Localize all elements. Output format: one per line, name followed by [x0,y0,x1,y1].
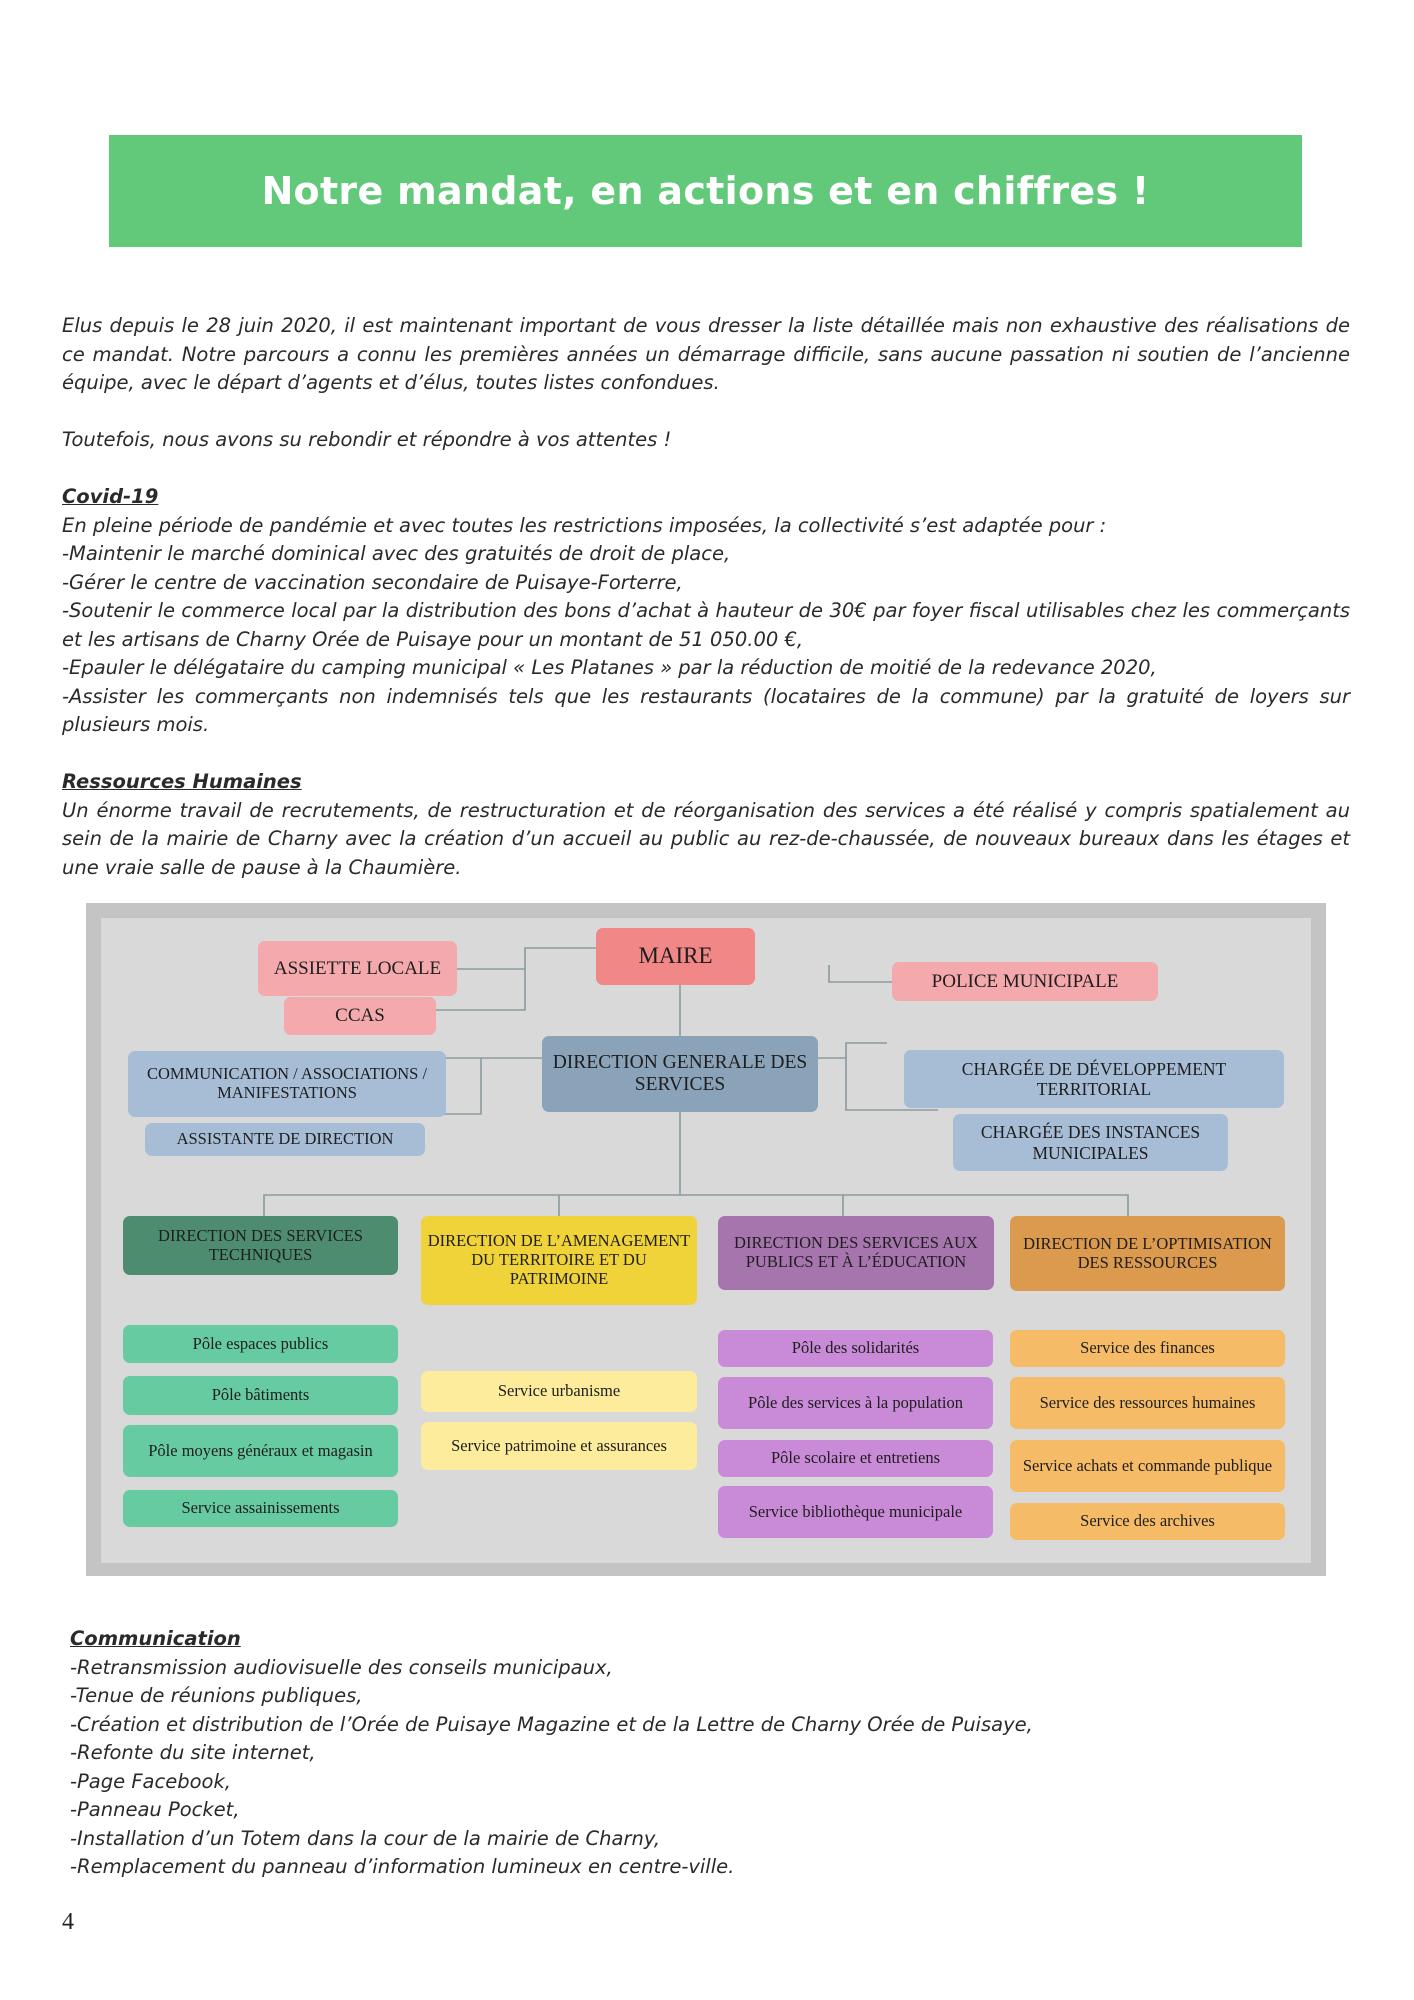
police-municipale-box: POLICE MUNICIPALE [892,962,1158,1001]
direction-services-techniques-box: DIRECTION DES SERVICES TECHNIQUES [123,1216,398,1275]
service-achats-box: Service achats et commande publique [1010,1440,1285,1492]
org-chart [86,903,1326,1576]
service-archives-box: Service des archives [1010,1503,1285,1540]
covid-item: -Epauler le délégataire du camping municipal « Les Platanes » par la réduction de moitié de la redevance 2020, [62,656,1157,679]
intro-paragraph: Elus depuis le 28 juin 2020, il est maintenant important de vous dresser la liste détaillée mais non exhaustive des réalisations de ce mandat. Notre parcours a connu les premières années un démarrage difficile, sans aucune passation ni soutien de l’ancienne équipe, avec le départ d’agents et d’élus, toutes listes confondues. [62,314,1350,394]
communication-item: -Refonte du site internet, [70,1741,316,1764]
covid-section [62,483,1350,740]
covid-item: -Gérer le centre de vaccination secondaire de Puisaye-Forterre, [62,570,683,594]
service-patrimoine-box: Service patrimoine et assurances [421,1422,697,1470]
maire-box: MAIRE [596,928,755,985]
communication-item: -Création et distribution de l’Orée de Puisaye Magazine et de la Lettre de Charny Orée de Puisaye, [70,1712,1033,1736]
communication-item: -Page Facebook, [70,1769,231,1793]
pole-services-population-box: Pôle des services à la population [718,1377,993,1429]
instances-municipales-box: CHARGÉE DES INSTANCES MUNICIPALES [953,1114,1228,1171]
communication-item: -Retransmission audiovisuelle des conseils municipaux, [70,1655,613,1679]
direction-optimisation-ressources-box: DIRECTION DE L’OPTIMISATION DES RESSOURCES [1010,1216,1285,1291]
rh-section [62,768,1350,882]
covid-item: -Assister les commerçants non indemnisés tels que les restaurants (locataires de la commune) par la gratuité de loyers sur plusieurs mois. [62,684,1350,736]
pole-espaces-publics-box: Pôle espaces publics [123,1325,398,1363]
communication-section [70,1625,1358,1882]
developpement-territorial-box: CHARGÉE DE DÉVELOPPEMENT TERRITORIAL [904,1050,1284,1108]
page-title: Notre mandat, en actions et en chiffres ! [261,169,1150,213]
service-urbanisme-box: Service urbanisme [421,1371,697,1412]
direction-services-publics-box: DIRECTION DES SERVICES AUX PUBLICS ET À L’ÉDUCATION [718,1216,994,1290]
service-ressources-humaines-box: Service des ressources humaines [1010,1377,1285,1429]
intro-paragraph-2: Toutefois, nous avons su rebondir et répondre à vos attentes ! [62,428,672,451]
service-finances-box: Service des finances [1010,1330,1285,1367]
service-bibliotheque-box: Service bibliothèque municipale [718,1486,993,1538]
pole-moyens-generaux-box: Pôle moyens généraux et magasin [123,1425,398,1477]
assistante-direction-box: ASSISTANTE DE DIRECTION [145,1123,425,1156]
covid-lead: En pleine période de pandémie et avec toutes les restrictions imposées, la collectivité s’est adaptée pour : [62,513,1107,537]
pole-solidarites-box: Pôle des solidarités [718,1330,993,1367]
covid-item: -Soutenir le commerce local par la distribution des bons d’achat à hauteur de 30€ par foyer fiscal utilisables chez les commerçants et les artisans de Charny Orée de Puisaye pour un montant de 51 050.00 €, [62,599,1350,651]
service-assainissements-box: Service assainissements [123,1490,398,1527]
communication-item: -Tenue de réunions publiques, [70,1684,363,1707]
assiette-locale-box: ASSIETTE LOCALE [258,941,457,996]
direction-amenagement-box: DIRECTION DE L’AMENAGEMENT DU TERRITOIRE ET DU PATRIMOINE [421,1216,697,1305]
covid-item: -Maintenir le marché dominical avec des gratuités de droit de place, [62,542,731,565]
communication-item: -Installation d’un Totem dans la cour de la mairie de Charny, [70,1826,661,1850]
pole-scolaire-box: Pôle scolaire et entretiens [718,1440,993,1477]
covid-heading: Covid-19 [62,485,159,508]
direction-generale-box: DIRECTION GENERALE DES SERVICES [542,1036,818,1112]
rh-text: Un énorme travail de recrutements, de restructuration et de réorganisation des services a été réalisé y compris spatialement au sein de la mairie de Charny avec la création d’un accueil au public au rez-de-chaussée, de nouveaux bureaux dans les étages et une vraie salle de pause à la Chaumière. [62,798,1350,879]
communication-item: -Panneau Pocket, [70,1798,240,1821]
communication-box: COMMUNICATION / ASSOCIATIONS / MANIFESTATIONS [128,1051,446,1117]
org-chart-canvas [101,918,1311,1563]
rh-heading: Ressources Humaines [62,770,302,793]
ccas-box: CCAS [284,997,436,1035]
pole-batiments-box: Pôle bâtiments [123,1376,398,1415]
intro-section [62,312,1350,455]
title-banner [109,135,1302,247]
communication-heading: Communication [70,1627,241,1650]
communication-item: -Remplacement du panneau d’information lumineux en centre-ville. [70,1855,735,1878]
page-number: 4 [62,1909,74,1935]
